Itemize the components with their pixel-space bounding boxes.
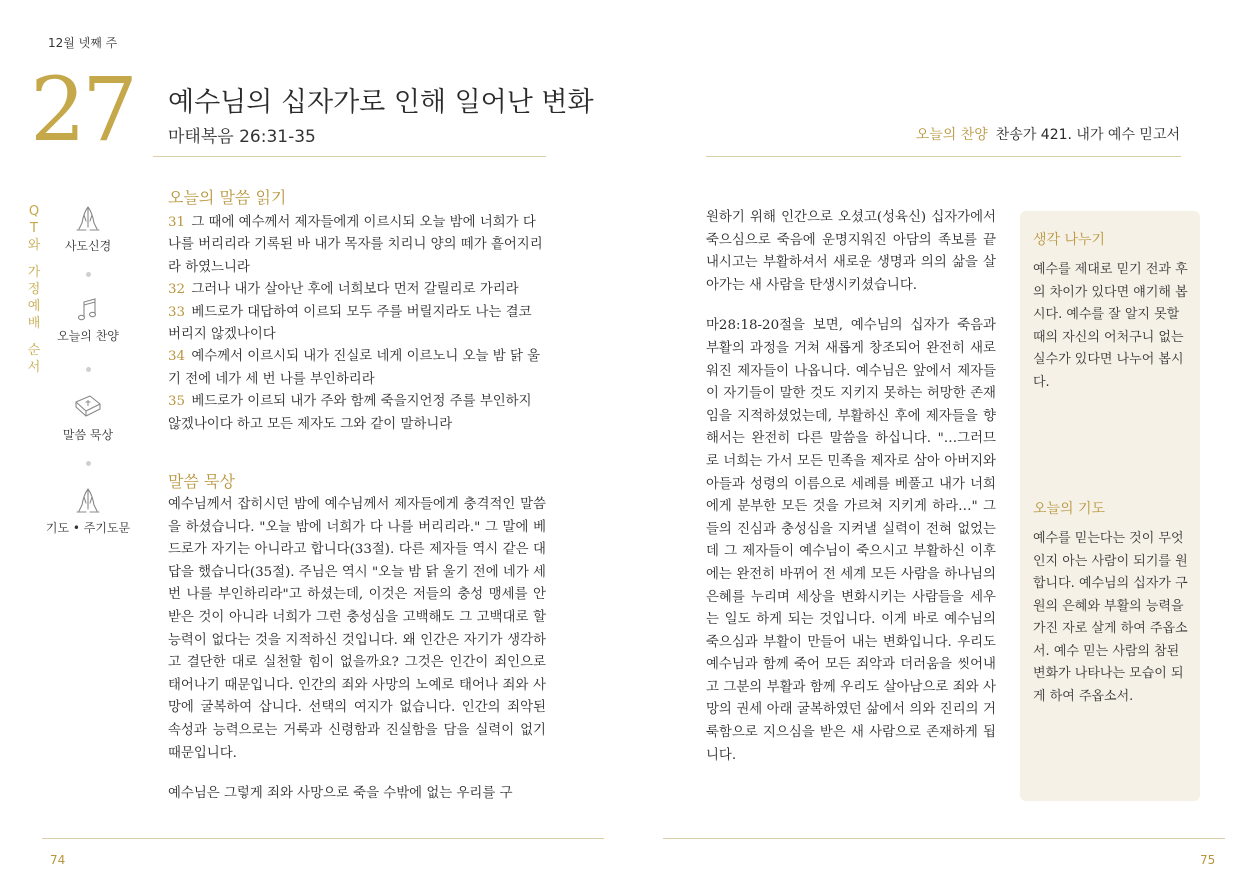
discussion-panel — [1020, 211, 1200, 801]
footer-rule-left — [42, 838, 604, 839]
meditation-paragraph: 원하기 위해 인간으로 오셨고(성육신) 십자가에서 죽으심으로 죽음에 운명지워진 아담의 족보를 끝내시고는 부활하셔서 새로운 생명과 의의 삶을 살아가는 새 사람을 탄생시키셨습니다. — [706, 210, 996, 293]
header-rule-right — [706, 156, 1181, 157]
week-label: 12월 넷째 주 — [48, 36, 118, 50]
sidebar-item-label: 오늘의 찬양 — [57, 329, 119, 343]
page-number-right: 75 — [1200, 853, 1216, 867]
sidebar-item-label: 사도신경 — [64, 239, 112, 253]
page-number-left: 74 — [50, 853, 66, 867]
meditation-paragraph: 예수님께서 잡히시던 밤에 예수님께서 제자들에게 충격적인 말씀을 하셨습니다. "오늘 밤에 너희가 다 나를 버리리라." 그 말에 베드로가 자기는 아니라고 합니다(33절). 다른 제자들 역시 같은 대답을 했습니다(35절). 주님은 역시 "오늘 밤 닭 울기 전에 네가 세 번 나를 부인하리라"고 하셨는데, 이것은 저들의 충성 맹세를 안 받은 것이 아니라 너희가 그런 충성심을 고백해도 그 고백대로 할 능력이 없다는 것을 지적하신 것입니다. 왜 인간은 자기가 생각하고 결단한 대로 실천할 힘이 없을까요? 그것은 인간이 죄인으로 태어나기 때문입니다. 인간의 죄와 사망의 노예로 태어나 죄와 사망에 굴복하여 삽니다. 선택의 여지가 없습니다. 인간의 죄악된 속성과 능력으로는 거룩과 신령함과 진실함을 담을 실력이 없기 때문입니다. — [168, 497, 546, 761]
sidebar-dot — [86, 272, 91, 277]
footer-rule-right — [663, 838, 1225, 839]
sidebar-item-label: 기도 • 주기도문 — [45, 521, 131, 535]
meditation-heading: 말씀 묵상 — [168, 472, 235, 491]
header-rule-left — [153, 156, 546, 157]
verse: 31 그 때에 예수께서 제자들에게 이르시되 오늘 밤에 너희가 다 나를 버리리라 기록된 바 내가 목자를 치리니 양의 떼가 흩어지리라 하였느니라 — [168, 215, 543, 275]
scripture-reference: 마태복음 26:31-35 — [168, 127, 316, 147]
verse-list — [168, 212, 548, 436]
sidebar-item-label: 말씀 묵상 — [62, 428, 114, 442]
verse: 34 예수께서 이르시되 내가 진실로 네게 이르노니 오늘 밤 닭 울기 전에 네가 세 번 나를 부인하리라 — [168, 349, 541, 387]
sidebar-item-hymn — [48, 297, 128, 344]
praying-hands-icon — [73, 205, 103, 233]
sidebar-dot — [86, 367, 91, 372]
sidebar-item-meditation — [48, 392, 128, 443]
page-title: 예수님의 십자가로 인해 일어난 변화 — [168, 87, 594, 118]
reading-heading: 오늘의 말씀 읽기 — [168, 188, 287, 207]
meditation-column-left — [168, 494, 546, 806]
sidebar-item-creed — [48, 205, 128, 254]
hymn-label: 오늘의 찬양 — [915, 127, 988, 143]
sidebar-item-prayer — [38, 487, 138, 536]
meditation-column-right — [706, 207, 996, 767]
verse: 35 베드로가 이르되 내가 주와 함께 죽을지언정 주를 부인하지 않겠나이다 하고 모든 제자도 그와 같이 말하니라 — [168, 394, 532, 432]
sharing-heading: 생각 나누기 — [1033, 232, 1106, 248]
vertical-label: Q T 와 가 정 예 배 순 서 — [27, 204, 41, 375]
music-note-icon — [73, 297, 103, 323]
praying-hands-icon — [73, 487, 103, 515]
todays-hymn — [916, 124, 1180, 144]
verse: 33 베드로가 대답하여 이르되 모두 주를 버릴지라도 나는 결코 버리지 않겠나이다 — [168, 304, 532, 343]
hymn-title: 찬송가 421. 내가 예수 믿고서 — [995, 127, 1180, 143]
day-number: 27 — [30, 58, 134, 161]
sharing-text: 예수를 제대로 믿기 전과 후의 차이가 있다면 얘기해 봅시다. 예수를 잘 알지 못할 때의 자신의 어처구니 없는 실수가 있다면 나누어 봅시다. — [1033, 262, 1188, 390]
meditation-paragraph: 마28:18-20절을 보면, 예수님의 십자가 죽음과 부활의 과정을 거쳐 새롭게 창조되어 완전히 새로워진 제자들이 나옵니다. 예수님은 앞에서 제자들이 자기들이 말한 것도 지키지 못하는 허망한 존재임을 지적하셨었는데, 부활하신 후에 제자들을 향해서는 완전히 다른 말씀을 하십니다. "…그러므로 너희는 가서 모든 민족을 제자로 삼아 아버지와 아들과 성령의 이름으로 세례를 베풀고 내가 너희에게 분부한 모든 것을 가르쳐 지키게 하라…" 그들의 진심과 충성심을 지켜낼 실력이 전혀 없었는데 그 제자들이 예수님이 죽으시고 부활하신 이후에는 완전히 바뀌어 전 세계 모든 사람을 하나님의 은혜를 누리며 세상을 변화시키는 사람들을 세우는 일도 하게 되는 것입니다. 이게 바로 예수님의 죽으심과 부활이 만들어 내는 변화입니다. 우리도 예수님과 함께 죽어 모든 죄악과 더러움을 씻어내고 그분의 부활과 함께 우리도 살아남으로 죄와 사망의 권세 아래 굴복하였던 삶에서 의와 진리의 거룩함으로 지으심을 받은 새 사람으로 존재하게 됩니다. — [706, 318, 996, 763]
sidebar-dot — [86, 461, 91, 466]
bible-icon — [72, 392, 104, 422]
prayer-text: 예수를 믿는다는 것이 무엇인지 아는 사람이 되기를 원합니다. 예수님의 십자가 구원의 은혜와 부활의 능력을 가진 자로 살게 하여 주옵소서. 예수 믿는 사람의 참된 변화가 나타나는 모습이 되게 하여 주옵소서. — [1033, 531, 1188, 704]
meditation-paragraph: 예수님은 그렇게 죄와 사망으로 죽을 수밖에 없는 우리를 구 — [168, 786, 513, 802]
prayer-heading: 오늘의 기도 — [1033, 501, 1106, 517]
verse: 32 그러나 내가 살아난 후에 너희보다 먼저 갈릴리로 가리라 — [168, 282, 519, 298]
